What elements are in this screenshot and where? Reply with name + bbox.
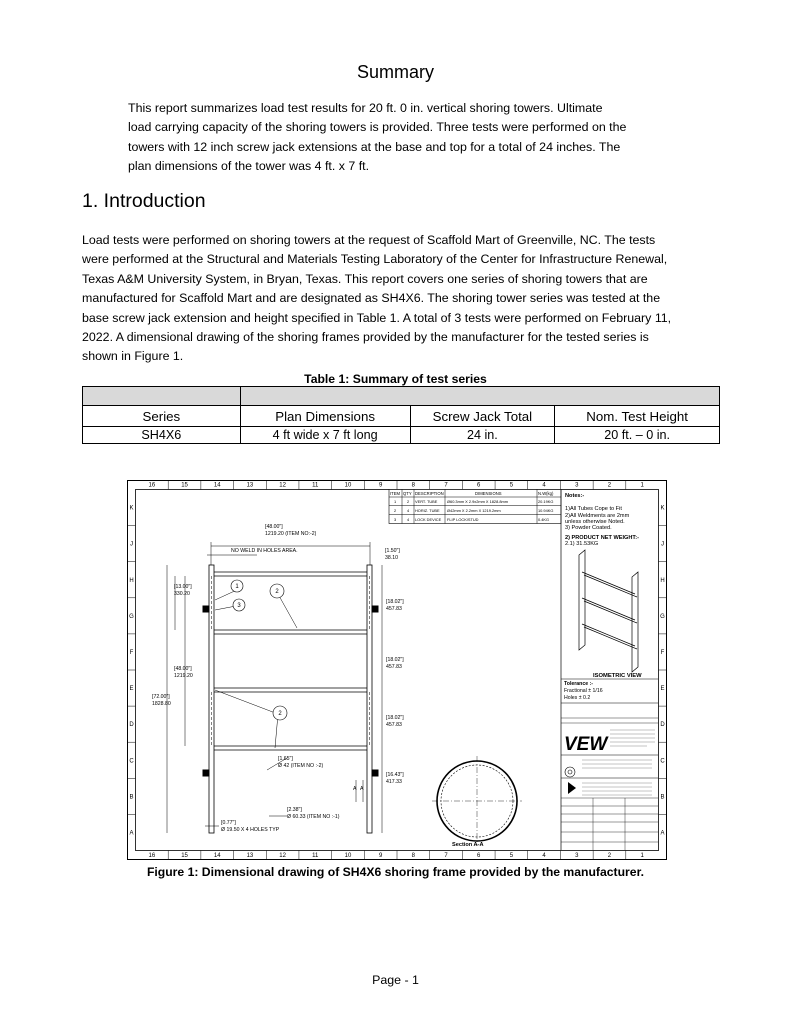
dim-text: [48.00"] [174, 666, 192, 672]
note-line: 2)All Weldments are 2mm [565, 513, 630, 519]
border-number: 4 [542, 853, 546, 859]
note-line: 2) PRODUCT NET WEIGHT:- [565, 535, 639, 541]
section-label: Section A-A [452, 842, 484, 848]
border-number: 15 [181, 482, 188, 489]
dim-text: 417.33 [386, 779, 402, 785]
dim-text: 330.20 [174, 591, 190, 597]
bom-cell: Ø60.3mm X 2.9x2mm X 1828.8mm [447, 499, 508, 504]
bom-cell: 1 [394, 499, 397, 504]
table-shaded-cell [240, 387, 719, 406]
border-letter: J [130, 541, 133, 548]
dim-text: Ø 60.33 (ITEM NO :-1) [287, 814, 340, 820]
border-number: 1 [640, 853, 644, 859]
table-header-cell: Screw Jack Total [410, 406, 555, 427]
balloon-label: 2 [278, 711, 282, 717]
bom-cell: VERT. TUBE [415, 499, 438, 504]
border-letter: J [661, 541, 664, 548]
shoring-frame-drawing [127, 480, 667, 860]
border-number: 14 [213, 482, 221, 489]
dim-text: 1219.20 (ITEM NO:-2) [265, 531, 317, 537]
summary-paragraph [128, 99, 668, 177]
intro-line: shown in Figure 1. [82, 349, 184, 364]
dim-text: [18.02"] [386, 599, 404, 605]
border-letter: G [129, 613, 134, 620]
introduction-heading: 1. Introduction [82, 190, 206, 212]
bom-cell: HORIZ. TUBE [415, 508, 440, 513]
table-cell: 20 ft. – 0 in. [555, 427, 720, 444]
table-header-row [83, 406, 720, 427]
border-letter: E [129, 686, 134, 693]
border-letter: H [129, 577, 134, 584]
intro-line: were performed at the Structural and Materials Testing Laboratory of the Center for Infrastructure Renewal, [82, 252, 668, 267]
summary-line: towers with 12 inch screw jack extensions at the base and top for a total of 24 inches. The [128, 139, 621, 154]
bom-cell: 20.19KG [538, 499, 554, 504]
bom-header: QTY [403, 491, 412, 496]
border-number: 10 [344, 853, 352, 859]
dim-text: 457.83 [386, 722, 402, 728]
summary-line: plan dimensions of the tower was 4 ft. x 7 ft. [128, 159, 370, 174]
intro-line: base screw jack extension and height specified in Table 1. A total of 3 tests were performed on February 11, [82, 310, 672, 325]
balloon-label: 3 [237, 603, 241, 609]
table-header-cell: Nom. Test Height [555, 406, 720, 427]
tolerance-line: Fractional ± 1/16 [564, 688, 603, 694]
summary-line: load carrying capacity of the shoring towers is provided. Three tests were performed on the [128, 120, 627, 135]
border-number: 9 [378, 853, 383, 859]
border-letter: F [660, 649, 665, 656]
border-letter: F [129, 649, 134, 656]
bom-cell: 4 [407, 508, 410, 513]
border-letter: G [660, 613, 665, 620]
border-number: 11 [312, 482, 319, 489]
dim-text: [48.00"] [265, 524, 283, 530]
bom-header: N.W(kg) [538, 491, 554, 496]
dim-text: [13.00"] [174, 584, 192, 590]
border-letter: K [129, 505, 134, 512]
table-header-cell: Plan Dimensions [240, 406, 410, 427]
border-letter: E [660, 686, 665, 693]
intro-line: Texas A&M University System, in Bryan, Texas. This report covers one series of shoring towers that are [82, 271, 648, 286]
border-number: 6 [477, 853, 481, 859]
bom-cell: 3 [394, 517, 397, 522]
dim-text: Ø 42 (ITEM NO :-2) [278, 763, 324, 769]
border-number: 5 [509, 482, 514, 489]
table-cell: SH4X6 [83, 427, 241, 444]
border-number: 5 [509, 853, 514, 859]
dim-text: [0.77"] [221, 820, 236, 826]
border-number: 1 [640, 482, 644, 489]
border-letter: B [129, 794, 134, 801]
test-series-table [82, 386, 720, 444]
border-number: 7 [444, 482, 448, 489]
dim-text: [16.43"] [386, 772, 404, 778]
note-line: 3) Powder Coated. [565, 525, 612, 531]
dim-text: 457.83 [386, 606, 402, 612]
table-row [83, 427, 720, 444]
border-letter: B [660, 794, 665, 801]
border-letter: C [129, 758, 134, 765]
border-letter: A [129, 830, 134, 837]
table-cell: 4 ft wide x 7 ft long [240, 427, 410, 444]
border-number: 6 [477, 482, 481, 489]
dim-text: 38.10 [385, 555, 398, 561]
dim-text: [18.02"] [386, 715, 404, 721]
page-number: Page - 1 [372, 973, 419, 987]
dim-text: NO WELD IN HOLES AREA. [231, 548, 298, 554]
border-letter: K [660, 505, 665, 512]
dim-text: A [353, 786, 357, 792]
border-number: 14 [213, 853, 221, 859]
border-letter: D [660, 722, 665, 729]
border-letter: H [660, 577, 665, 584]
figure-caption: Figure 1: Dimensional drawing of SH4X6 shoring frame provided by the manufacturer. [146, 865, 645, 879]
dim-text: A [360, 786, 364, 792]
table-shaded-row [83, 387, 720, 406]
note-line: unless otherwise Noted. [565, 519, 625, 525]
bom-header: DESCRIPTION [415, 491, 444, 496]
border-number: 16 [148, 482, 156, 489]
balloon-label: 1 [235, 584, 239, 590]
bom-cell: FLIP LOCK/STUD [447, 517, 479, 522]
border-number: 10 [344, 482, 352, 489]
border-letter: A [660, 830, 665, 837]
border-number: 7 [444, 853, 448, 859]
dim-text: [18.02"] [386, 657, 404, 663]
dim-text: 1828.80 [152, 701, 171, 707]
border-number: 13 [246, 482, 254, 489]
border-number: 3 [575, 853, 579, 859]
dim-text: 457.83 [386, 664, 402, 670]
border-number: 4 [542, 482, 546, 489]
border-number: 2 [607, 482, 612, 489]
bom-cell: 4 [407, 517, 410, 522]
note-line: 2.1) 31.53KG [565, 541, 599, 547]
dim-text: 1219.20 [174, 673, 193, 679]
border-number: 3 [575, 482, 579, 489]
tolerance-line: Tolerance :- [564, 681, 594, 687]
dim-text: [72.00"] [152, 694, 170, 700]
dim-text: [1.50"] [385, 548, 400, 554]
border-number: 11 [312, 853, 319, 859]
border-letter: C [660, 758, 665, 765]
table-cell: 24 in. [410, 427, 555, 444]
dim-text: Ø 19.50 X 4 HOLES TYP [221, 827, 280, 833]
table-caption: Table 1: Summary of test series [304, 372, 487, 386]
dim-text: [1.65"] [278, 756, 293, 762]
balloon-label: 2 [275, 589, 279, 595]
border-letter: D [129, 722, 134, 729]
summary-title: Summary [356, 62, 434, 82]
iso-view-label: ISOMETRIC VIEW [593, 673, 642, 679]
bom-cell: 2 [394, 508, 397, 513]
intro-line: 2022. A dimensional drawing of the shoring frames provided by the manufacturer for the tested series is [82, 330, 649, 345]
company-logo: VEW [564, 734, 608, 755]
introduction-paragraph [82, 231, 714, 367]
border-number: 12 [279, 482, 286, 489]
bom-header: ITEM [390, 491, 401, 496]
bom-cell: LOCK DEVICE [415, 517, 442, 522]
intro-line: manufactured for Scaffold Mart and are designated as SH4X6. The shoring tower series was tested at the [82, 291, 661, 306]
dim-text: [2.38"] [287, 807, 302, 813]
table-shaded-cell [83, 387, 241, 406]
note-line: 1)All Tubes Cope to Fit [565, 506, 622, 512]
bom-cell: Ø42mm X 2.2mm X 1219.2mm [447, 508, 501, 513]
bom-cell: 0.4KG [538, 517, 550, 522]
border-number: 12 [279, 853, 286, 859]
note-line: Notes:- [565, 493, 585, 499]
tolerance-line: Holes ± 0.2 [564, 695, 591, 701]
border-number: 8 [411, 853, 416, 859]
bom-cell: 2 [407, 499, 410, 504]
bom-cell: 10.94KG [538, 508, 554, 513]
border-number: 8 [411, 482, 416, 489]
bom-header: DIMENSIONS [475, 491, 502, 496]
table-header-cell: Series [83, 406, 241, 427]
intro-line: Load tests were performed on shoring towers at the request of Scaffold Mart of Greenville, NC. The tests [82, 233, 656, 247]
border-number: 2 [607, 853, 612, 859]
border-number: 16 [148, 853, 156, 859]
border-number: 15 [181, 853, 188, 859]
border-number: 9 [378, 482, 383, 489]
summary-line: This report summarizes load test results for 20 ft. 0 in. vertical shoring towers. Ultimate [128, 101, 603, 115]
bill-of-materials [389, 490, 561, 524]
border-number: 13 [246, 853, 254, 859]
